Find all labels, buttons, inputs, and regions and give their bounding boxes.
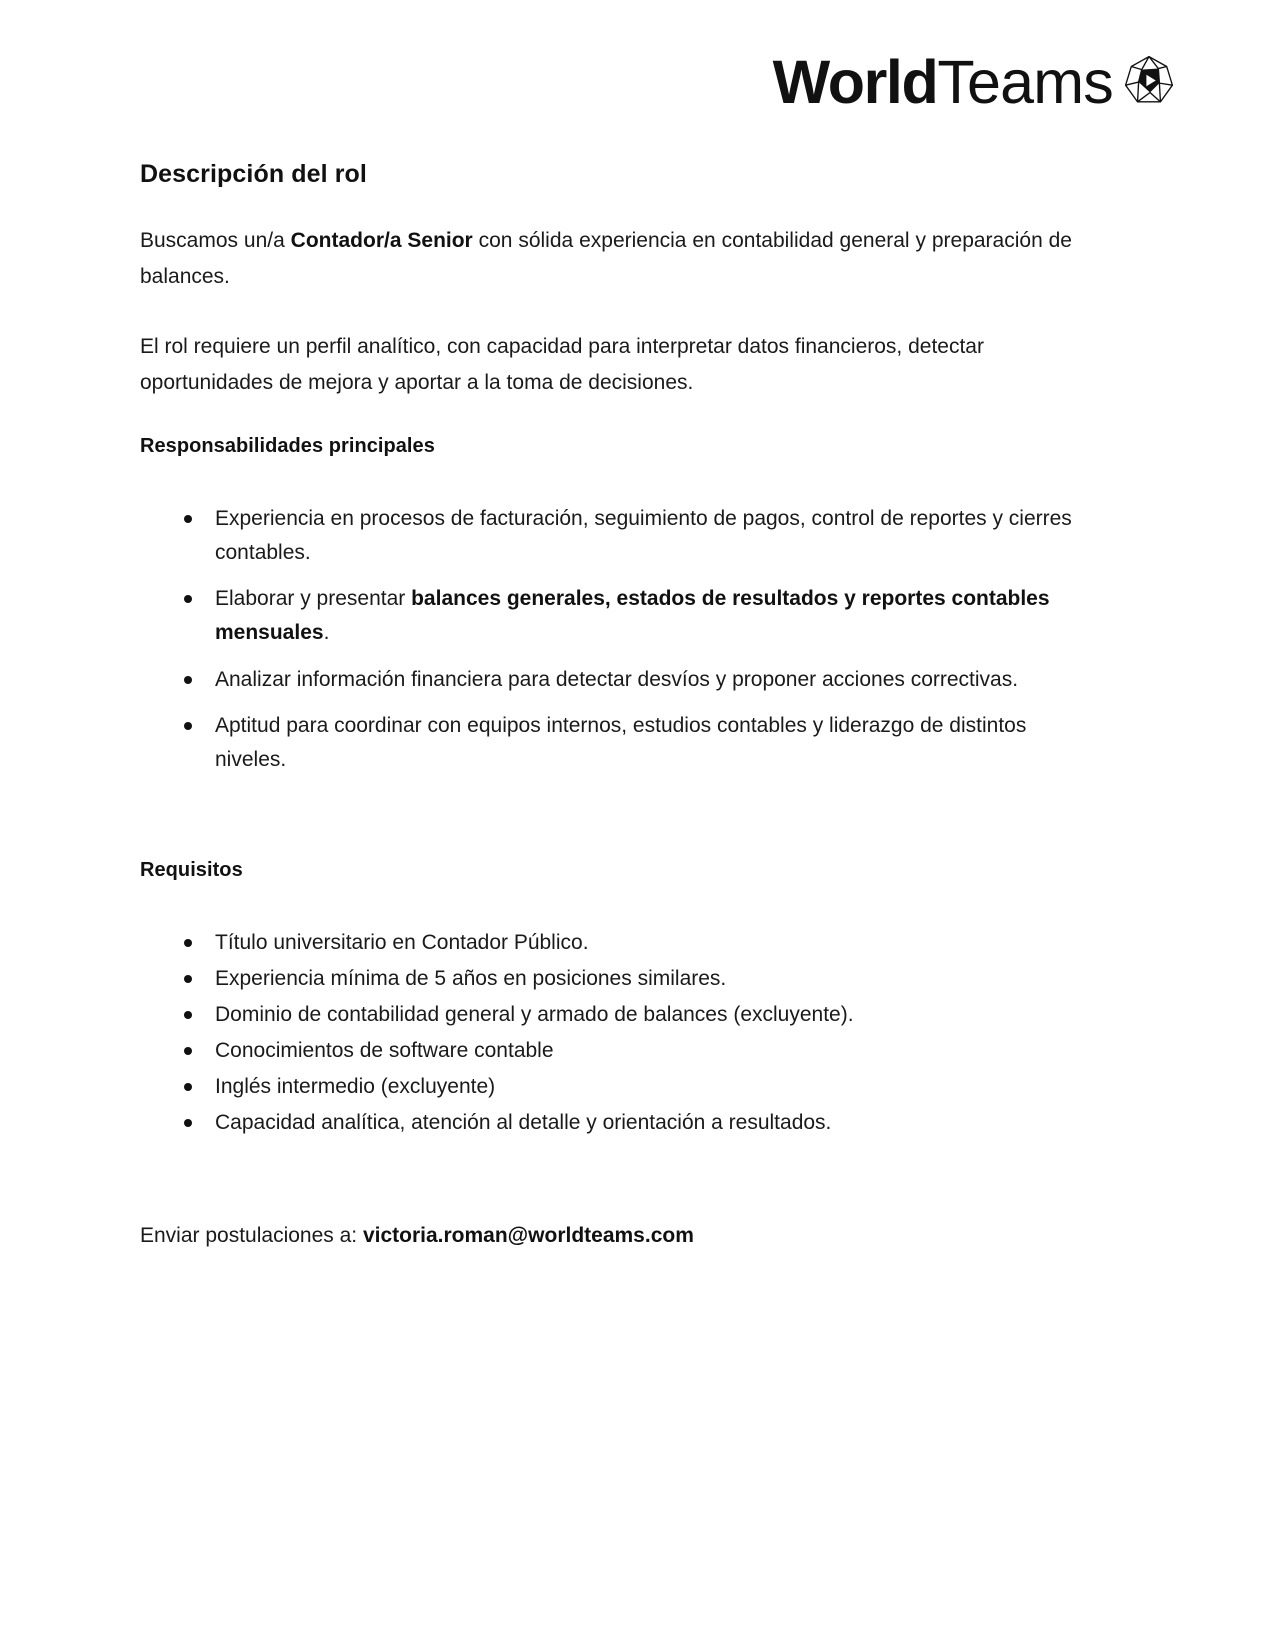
item-pre: Elaborar y presentar — [215, 587, 412, 611]
spacer — [140, 458, 1072, 502]
item-pre: Aptitud para coordinar con equipos internos, estudios contables y liderazgo de distintos niveles. — [215, 713, 1027, 771]
intro-role-bold: Contador/a Senior — [290, 229, 473, 252]
paragraph-2: El rol requiere un perfil analítico, con capacidad para interpretar datos financieros, detectar oportunidades de mejora y aportar a la toma de decisiones. — [140, 335, 984, 395]
list-item: Capacidad analítica, atención al detalle y orientación a resultados. — [140, 1106, 1072, 1140]
item-post: . — [323, 621, 330, 645]
responsibilities-heading: Responsabilidades principales — [140, 435, 435, 458]
spacer — [140, 1142, 1072, 1198]
list-item — [140, 502, 1072, 570]
page-title: Descripción del rol — [140, 160, 367, 188]
wordmark-bold: World — [772, 48, 938, 116]
list-item — [140, 663, 1072, 697]
brand-wordmark — [772, 48, 1113, 116]
apply-instructions — [140, 1219, 1072, 1253]
list-item — [140, 709, 1072, 777]
requirements-list — [140, 926, 1072, 1140]
spacer — [140, 789, 1072, 859]
spacer — [140, 401, 1072, 435]
item-pre: Analizar información financiera para detectar desvíos y proponer acciones correctivas. — [215, 667, 1019, 691]
brand-logo — [772, 48, 1175, 116]
intro-pre: Buscamos un/a — [140, 229, 291, 252]
list-item: Inglés intermedio (excluyente) — [140, 1070, 1072, 1104]
item-pre: Experiencia en procesos de facturación, seguimiento de pagos, control de reportes y cierres contables. — [215, 507, 1072, 565]
spacer — [140, 295, 1072, 329]
document-body — [140, 160, 1072, 1273]
item-bold: balances generales, estados de resultados y reportes contables mensuales — [215, 587, 1050, 645]
list-item: Dominio de contabilidad general y armado de balances (excluyente). — [140, 998, 1072, 1032]
apply-email[interactable]: victoria.roman@worldteams.com — [362, 1223, 694, 1247]
wordmark-light: Teams — [937, 48, 1113, 116]
polyhedron-play-icon — [1123, 54, 1175, 106]
apply-label: Enviar postulaciones a: — [140, 1223, 363, 1247]
list-item — [140, 582, 1072, 650]
intro-post: con sólida experiencia en contabilidad general y preparación de balances. — [140, 229, 1072, 289]
intro-paragraph — [140, 223, 1072, 295]
requirements-heading: Requisitos — [140, 858, 243, 881]
list-item: Conocimientos de software contable — [140, 1034, 1072, 1068]
spacer — [140, 882, 1072, 926]
responsibilities-list — [140, 502, 1072, 776]
list-item: Experiencia mínima de 5 años en posiciones similares. — [140, 962, 1072, 996]
list-item: Título universitario en Contador Público. — [140, 926, 1072, 960]
